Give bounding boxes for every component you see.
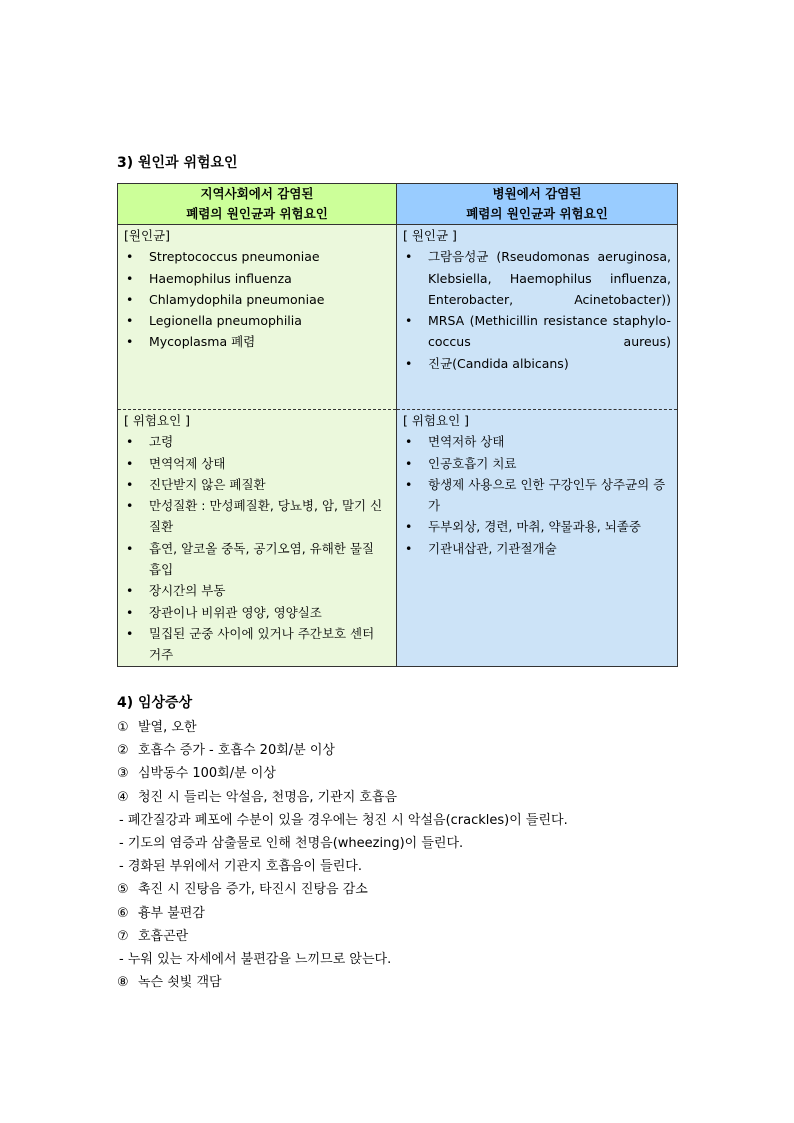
header-hospital-line2: 폐렴의 원인균과 위험요인 bbox=[466, 206, 608, 221]
item-text: 녹슨 쇳빛 객담 bbox=[138, 975, 222, 991]
list-item: • 고령 bbox=[124, 431, 390, 452]
list-item: • Legionella pneumophilia bbox=[124, 310, 390, 331]
symptom-subitem: - 기도의 염증과 삼출물로 인해 천명음(wheezing)이 들린다. bbox=[119, 836, 464, 852]
community-causes-cell bbox=[118, 225, 397, 410]
symptom-item bbox=[117, 739, 697, 762]
symptoms-list bbox=[117, 716, 697, 994]
list-item: • Streptococcus pneumoniae bbox=[124, 246, 390, 267]
list-item: • 면역억제 상태 bbox=[124, 453, 390, 474]
symptom-subitem: - 폐간질강과 폐포에 수분이 있을 경우에는 청진 시 악설음(crackles)이 들린다. bbox=[119, 812, 568, 828]
list-item: • 진균(Candida albicans) bbox=[403, 353, 671, 374]
community-risks-cell bbox=[118, 410, 397, 667]
symptom-item bbox=[117, 762, 697, 785]
list-item: • 장시간의 부동 bbox=[124, 580, 390, 601]
hospital-risks-cell bbox=[397, 410, 678, 667]
list-item: • Mycoplasma 폐렴 bbox=[124, 331, 390, 352]
symptom-item bbox=[117, 925, 697, 948]
list-item: • Chlamydophila pneumoniae bbox=[124, 289, 390, 310]
list-item: • MRSA (Methicillin resistance staphylo-coccus aureus) bbox=[403, 310, 671, 353]
item-number: ⑤ bbox=[117, 882, 129, 898]
header-community-line2: 폐렴의 원인균과 위험요인 bbox=[186, 206, 328, 221]
symptom-item bbox=[117, 902, 697, 925]
list-item: • 인공호흡기 치료 bbox=[403, 453, 671, 474]
item-text: 호흡곤란 bbox=[138, 928, 189, 944]
list-item: • 기관내삽관, 기관절개술 bbox=[403, 538, 671, 559]
list-item: • 흡연, 알코올 중독, 공기오염, 유해한 물질 흡입 bbox=[124, 538, 390, 581]
list-item: • 진단받지 않은 폐질환 bbox=[124, 474, 390, 495]
symptom-item bbox=[117, 971, 697, 994]
item-text: 청진 시 들리는 악설음, 천명음, 기관지 호흡음 bbox=[138, 789, 398, 805]
header-community bbox=[118, 184, 397, 225]
symptom-item bbox=[117, 786, 697, 809]
hospital-risks-label: [ 위험요인 ] bbox=[403, 413, 470, 428]
hospital-causes-label: [ 원인균 ] bbox=[403, 228, 457, 243]
item-number: ⑥ bbox=[117, 905, 129, 921]
pneumonia-causes-table bbox=[117, 183, 678, 667]
list-item: • 밀집된 군중 사이에 있거나 주간보호 센터 거주 bbox=[124, 623, 390, 666]
symptom-item bbox=[117, 716, 697, 739]
community-risks-label: [ 위험요인 ] bbox=[124, 413, 191, 428]
header-community-line1: 지역사회에서 감염된 bbox=[200, 186, 314, 201]
item-number: ③ bbox=[117, 766, 129, 782]
section-3-title: 3) 원인과 위험요인 bbox=[117, 155, 238, 171]
section-4-title: 4) 임상증상 bbox=[117, 695, 193, 711]
list-item: • 두부외상, 경련, 마취, 약물과용, 뇌졸중 bbox=[403, 516, 671, 537]
list-item: • 장관이나 비위관 영양, 영양실조 bbox=[124, 602, 390, 623]
community-causes-label: [원인균] bbox=[124, 228, 170, 243]
item-text: 호흡수 증가 - 호흡수 20회/분 이상 bbox=[138, 743, 335, 759]
list-item: • 항생제 사용으로 인한 구강인두 상주균의 증가 bbox=[403, 474, 671, 517]
symptom-subitem: - 누워 있는 자세에서 불편감을 느끼므로 앉는다. bbox=[119, 952, 392, 968]
item-text: 심박동수 100회/분 이상 bbox=[138, 766, 276, 782]
hospital-causes-cell bbox=[397, 225, 678, 410]
list-item: • Haemophilus influenza bbox=[124, 268, 390, 289]
item-text: 흉부 불편감 bbox=[138, 905, 205, 921]
symptom-item bbox=[117, 878, 697, 901]
list-item: • 면역저하 상태 bbox=[403, 431, 671, 452]
item-text: 발열, 오한 bbox=[138, 720, 197, 735]
item-number: ② bbox=[117, 743, 129, 759]
item-number: ⑦ bbox=[117, 928, 129, 944]
item-number: ⑧ bbox=[117, 975, 129, 991]
list-item: • 그람음성균 (Rseudomonas aeruginosa, Klebsiella, Haemophilus influenza, Enterobacter, Acinetobacter)) bbox=[403, 246, 671, 310]
item-number: ④ bbox=[117, 789, 129, 805]
symptom-subitem: - 경화된 부위에서 기관지 호흡음이 들린다. bbox=[119, 859, 362, 875]
list-item: • 만성질환 : 만성폐질환, 당뇨병, 암, 말기 신질환 bbox=[124, 495, 390, 538]
item-text: 촉진 시 진탕음 증가, 타진시 진탕음 감소 bbox=[138, 882, 368, 898]
header-hospital-line1: 병원에서 감염된 bbox=[492, 186, 582, 201]
header-hospital bbox=[397, 184, 678, 225]
item-number: ① bbox=[117, 720, 129, 735]
